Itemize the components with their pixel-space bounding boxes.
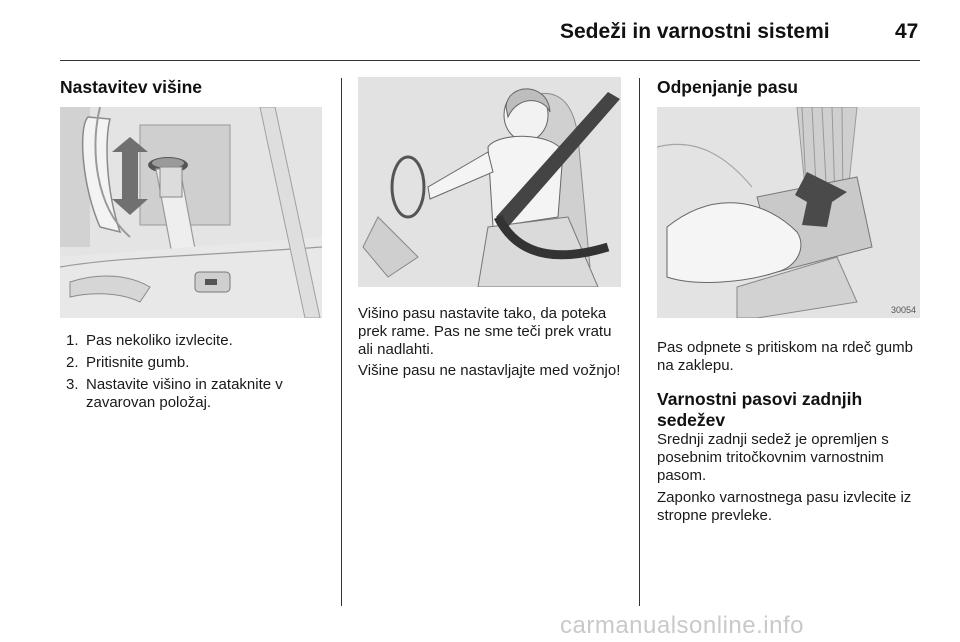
right-paragraph-2: Srednji zadnji sedež je opremljen s posebnim tritočkovnim varnostnim pasom. bbox=[657, 431, 889, 484]
page-number: 47 bbox=[895, 20, 919, 43]
list-item bbox=[66, 332, 328, 350]
section-heading-height-adjust: Nastavitev višine bbox=[60, 77, 203, 97]
right-paragraph-3: Zaponko varnostnega pasu izvlecite iz stropne prevleke. bbox=[657, 489, 912, 524]
section-heading-rear-belts: Varnostni pasovi zadnjih sedežev bbox=[657, 389, 863, 430]
list-item bbox=[66, 354, 328, 372]
column-divider-1 bbox=[341, 78, 342, 606]
step-text: Nastavite višino in zataknite v zavarovan položaj. bbox=[86, 376, 283, 411]
header-rule bbox=[60, 60, 920, 61]
middle-paragraph-2: Višine pasu ne nastavljajte med vožnjo! bbox=[358, 362, 621, 379]
step-text: Pas nekoliko izvlecite. bbox=[86, 332, 233, 349]
header-title: Sedeži in varnostni sistemi bbox=[560, 20, 830, 43]
right-paragraph-1: Pas odpnete s pritiskom na rdeč gumb na zaklepu. bbox=[657, 339, 913, 374]
watermark: carmanualsonline.info bbox=[560, 612, 804, 639]
middle-paragraph-1: Višino pasu nastavite tako, da poteka prek rame. Pas ne sme teči prek vratu ali nadlahti. bbox=[358, 305, 612, 358]
step-number: 3. bbox=[66, 376, 79, 393]
list-item bbox=[66, 376, 328, 412]
step-text: Pritisnite gumb. bbox=[86, 354, 190, 371]
column-divider-2 bbox=[639, 78, 640, 606]
belt-height-adjuster-illustration bbox=[60, 107, 322, 318]
steps-list bbox=[66, 332, 328, 416]
buckle-release-illustration bbox=[657, 107, 920, 318]
section-heading-unbuckle: Odpenjanje pasu bbox=[657, 77, 798, 97]
step-number: 1. bbox=[66, 332, 79, 349]
figure-code: 30054 bbox=[890, 305, 916, 315]
seated-driver-belt-illustration bbox=[358, 77, 621, 287]
step-number: 2. bbox=[66, 354, 79, 371]
